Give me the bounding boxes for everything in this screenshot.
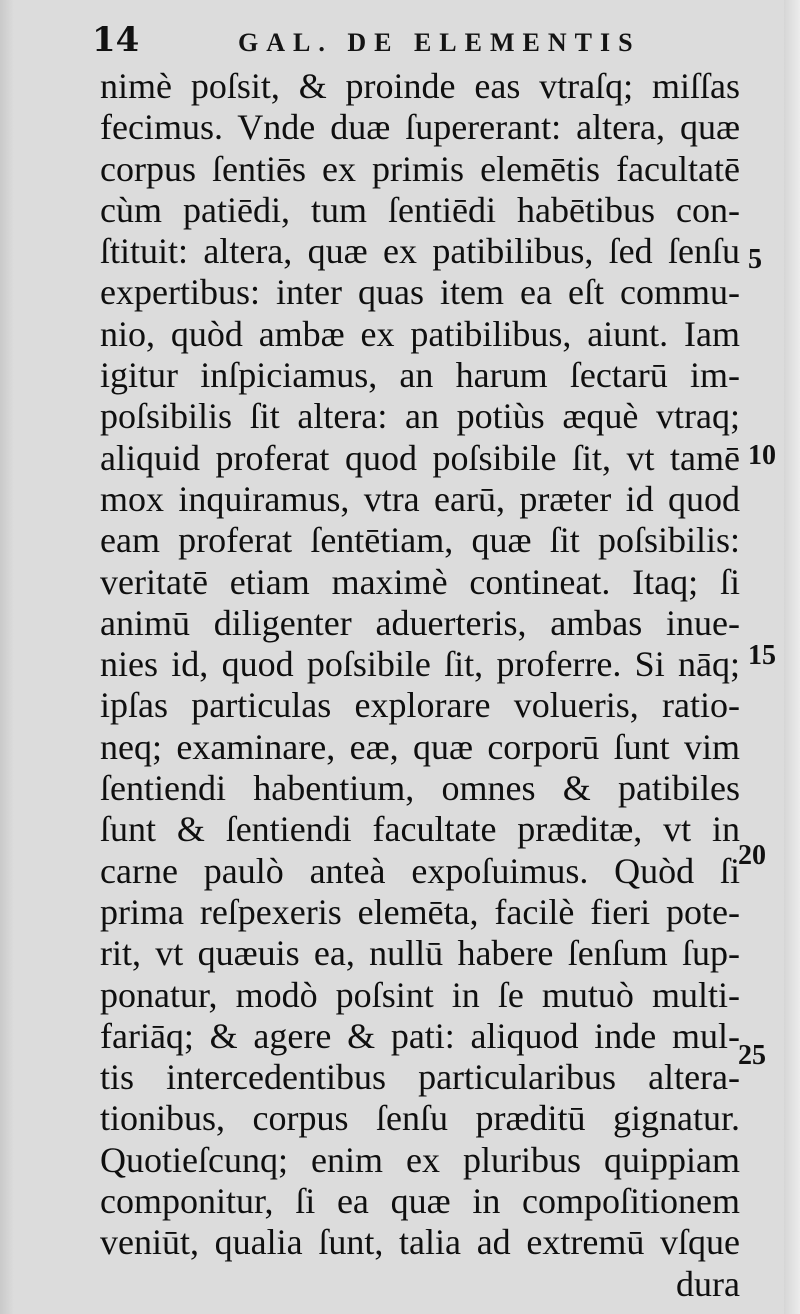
text-line: igitur inſpiciamus, an harum ſectarū im-	[100, 355, 740, 396]
text-line: rit, vt quæuis ea, nullū habere ſenſum ſup-	[100, 933, 740, 974]
text-line: carne paulò anteà expoſuimus. Quòd ſi	[100, 850, 740, 891]
page-header	[0, 20, 800, 60]
text-line: neq; examinare, eæ, quæ corporū ſunt vim	[100, 726, 740, 767]
margin-line-number: 5	[748, 244, 762, 275]
text-line: cùm patiēdi, tum ſentiēdi habētibus con-	[100, 189, 740, 230]
running-head: GAL. DE ELEMENTIS	[238, 28, 641, 57]
text-line: expertibus: inter quas item ea eſt commu-	[100, 272, 740, 313]
text-line: veniūt, qualia ſunt, talia ad extremū vſque	[100, 1222, 740, 1263]
text-line: tis intercedentibus particularibus altera-	[100, 1057, 740, 1098]
text-line: eam proferat ſentētiam, quæ ſit poſsibilis:	[100, 520, 740, 561]
body-text	[100, 66, 740, 1305]
catchword: dura	[676, 1263, 740, 1304]
margin-line-number: 20	[738, 840, 766, 871]
text-line: ſtituit: altera, quæ ex patibilibus, ſed ſenſu	[100, 231, 740, 272]
margin-line-number: 10	[748, 440, 776, 471]
text-line: poſsibilis ſit altera: an potiùs æquè vtraq;	[100, 396, 740, 437]
text-line: nimè poſsit, & proinde eas vtraſq; miſſas	[100, 66, 740, 106]
text-line: ponatur, modò poſsint in ſe mutuò multi-	[100, 974, 740, 1015]
text-line: prima reſpexeris elemēta, facilè fieri pote-	[100, 891, 740, 932]
text-line: fecimus. Vnde duæ ſupererant: altera, quæ	[100, 107, 740, 148]
text-line: veritatē etiam maximè contineat. Itaq; ſi	[100, 561, 740, 602]
text-line: nies id, quod poſsibile ſit, proferre. Si nāq;	[100, 644, 740, 685]
margin-line-number: 25	[738, 1040, 766, 1071]
text-line: corpus ſentiēs ex primis elemētis facultatē	[100, 148, 740, 189]
text-line: mox inquiramus, vtra earū, præter id quod	[100, 478, 740, 519]
margin-line-number: 15	[748, 640, 776, 671]
text-line: nio, quòd ambæ ex patibilibus, aiunt. Iam	[100, 313, 740, 354]
text-line: fariāq; & agere & pati: aliquod inde mul-	[100, 1015, 740, 1056]
page-edge	[784, 0, 800, 1314]
text-line: aliquid proferat quod poſsibile ſit, vt tamē	[100, 437, 740, 478]
text-line: Quotieſcunq; enim ex pluribus quippiam	[100, 1139, 740, 1180]
gutter-shadow	[0, 0, 14, 1314]
text-line: ipſas particulas explorare volueris, ratio-	[100, 685, 740, 726]
text-line: ſentiendi habentium, omnes & patibiles	[100, 768, 740, 809]
text-line: ſunt & ſentiendi facultate præditæ, vt in	[100, 809, 740, 850]
page-number: 14	[92, 20, 140, 60]
text-line: componitur, ſi ea quæ in compoſitionem	[100, 1181, 740, 1222]
text-line: animū diligenter aduerteris, ambas inue-	[100, 602, 740, 643]
text-line: tionibus, corpus ſenſu præditū gignatur.	[100, 1098, 740, 1139]
